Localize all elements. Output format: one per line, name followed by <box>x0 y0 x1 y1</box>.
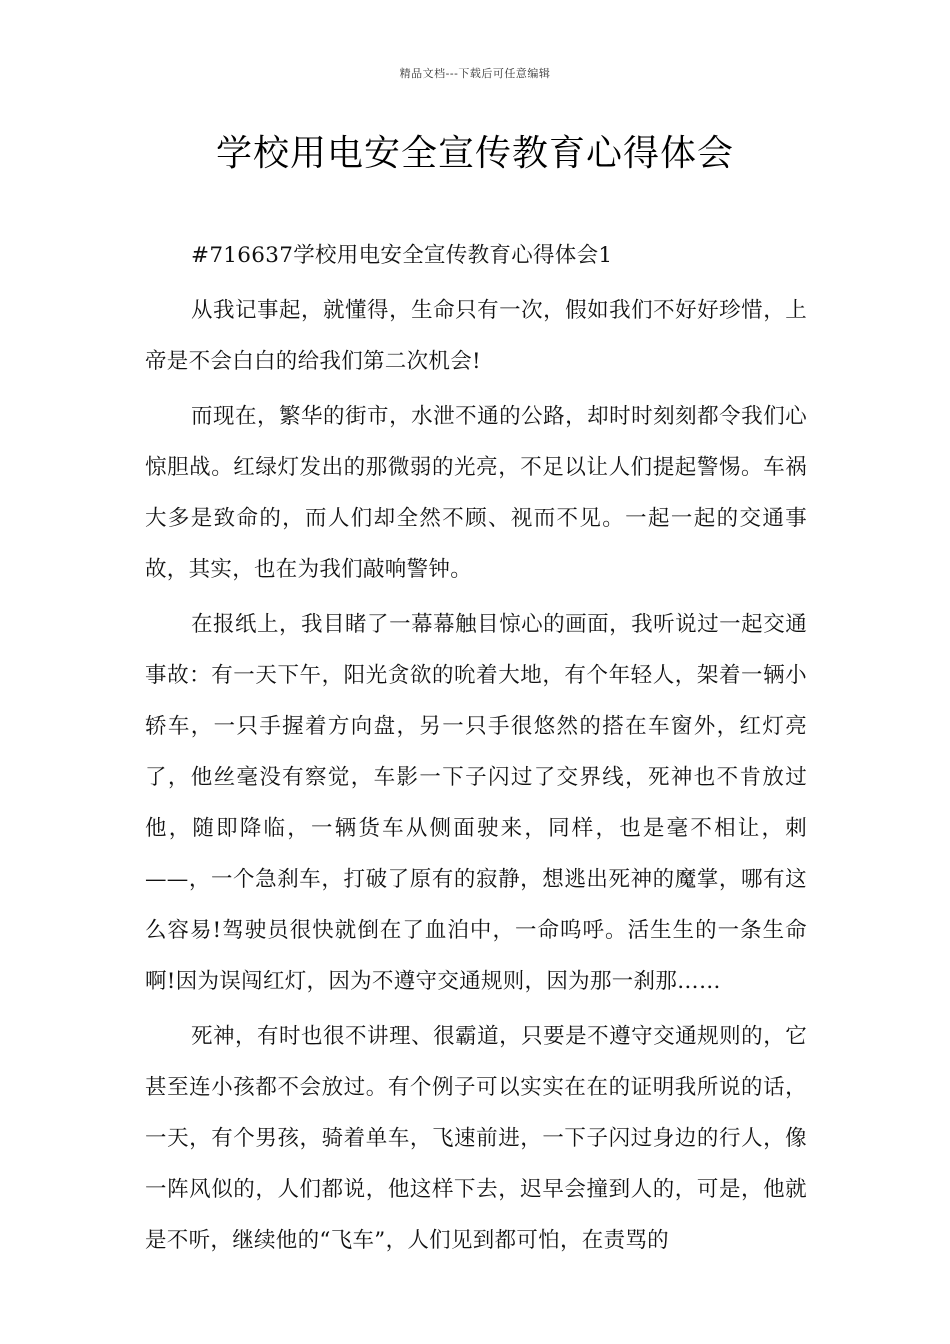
section-heading: #716637学校用电安全宣传教育心得体会1 <box>191 243 613 268</box>
paragraph: 在报纸上，我目睹了一幕幕触目惊心的画面，我听说过一起交通事故：有一天下午，阳光贪欲的吮着大地，有个年轻人，架着一辆小轿车，一只手握着方向盘，另一只手很悠然的搭在车窗外，红灯亮了，他丝毫没有察觉，车影一下子闪过了交界线，死神也不肯放过他，随即降临，一辆货车从侧面驶来，同样，也是毫不相让，刺——，一个急刹车，打破了原有的寂静，想逃出死神的魔掌，哪有这么容易!驾驶员很快就倒在了血泊中，一命呜呼。活生生的一条生命啊!因为误闯红灯，因为不遵守交通规则，因为那一刹那…… <box>145 612 807 994</box>
paragraph: 从我记事起，就懂得，生命只有一次，假如我们不好好珍惜，上帝是不会白白的给我们第二次机会! <box>145 298 807 374</box>
header-note: 精品文档---下载后可任意编辑 <box>399 67 551 80</box>
paragraph: 死神，有时也很不讲理、很霸道，只要是不遵守交通规则的，它甚至连小孩都不会放过。有个例子可以实实在在的证明我所说的话，一天，有个男孩，骑着单车，飞速前进，一下子闪过身边的行人，像一阵风似的，人们都说，他这样下去，迟早会撞到人的，可是，他就是不听，继续他的“飞车”，人们见到都可怕，在责骂的 <box>145 1024 807 1253</box>
document-title: 学校用电安全宣传教育心得体会 <box>215 133 734 174</box>
paragraph: 而现在，繁华的街市，水泄不通的公路，却时时刻刻都令我们心惊胆战。红绿灯发出的那微弱的光亮，不足以让人们提起警惕。车祸大多是致命的，而人们却全然不顾、视而不见。一起一起的交通事故，其实，也在为我们敲响警钟。 <box>145 404 807 582</box>
document-body <box>145 230 807 1270</box>
